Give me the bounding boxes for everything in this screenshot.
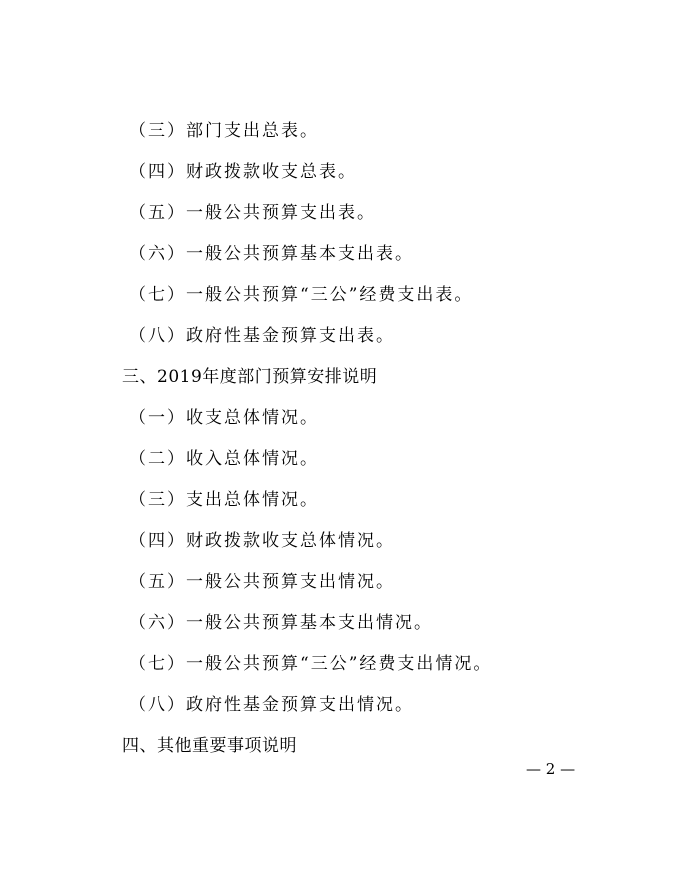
list-item: （六）一般公共预算基本支出情况。 (129, 613, 433, 633)
list-item: （七）一般公共预算“三公”经费支出情况。 (129, 654, 493, 674)
page-number: — 2 — (526, 760, 576, 778)
list-item: （七）一般公共预算“三公”经费支出表。 (129, 285, 474, 305)
section-heading: 三、2019年度部门预算安排说明 (122, 367, 378, 387)
list-item: （三）部门支出总表。 (129, 121, 319, 141)
list-item: （二）收入总体情况。 (129, 449, 319, 469)
list-item: （八）政府性基金预算支出表。 (129, 326, 395, 346)
list-item: （三）支出总体情况。 (129, 490, 319, 510)
section-heading: 四、其他重要事项说明 (122, 736, 297, 756)
list-item: （八）政府性基金预算支出情况。 (129, 695, 414, 715)
list-item: （四）财政拨款收支总体情况。 (129, 531, 395, 551)
list-item: （四）财政拨款收支总表。 (129, 162, 357, 182)
list-item: （五）一般公共预算支出表。 (129, 203, 376, 223)
list-item: （一）收支总体情况。 (129, 408, 319, 428)
list-item: （六）一般公共预算基本支出表。 (129, 244, 414, 264)
list-item: （五）一般公共预算支出情况。 (129, 572, 395, 592)
